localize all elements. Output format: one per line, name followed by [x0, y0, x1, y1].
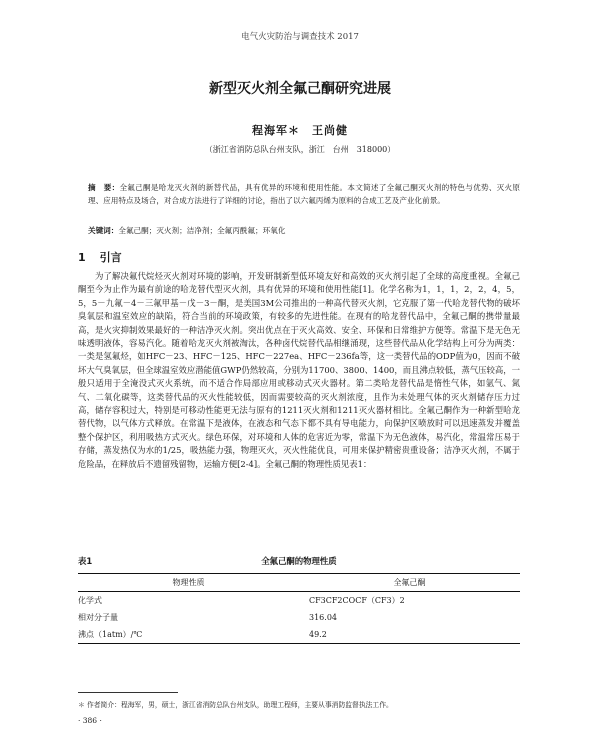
table-caption: [78, 555, 520, 567]
running-head: 电气火灾防治与调查技术 2017: [241, 32, 359, 42]
keywords-text: 全氟己酮；灭火剂；洁净剂；全氟丙酰氟；环氧化: [118, 226, 286, 235]
section-number: 1: [78, 251, 86, 264]
table-cell: 相对分子量: [78, 613, 118, 622]
table-number: 表1: [78, 556, 93, 566]
authors: 程海军＊ 王尚健: [252, 124, 348, 137]
keywords: [88, 225, 520, 236]
table-cell: 316.04: [309, 613, 337, 622]
table-row: [78, 609, 520, 626]
section-title: 引言: [99, 251, 122, 264]
table-title: 全氟己酮的物理性质: [261, 556, 337, 566]
abstract-label: 摘 要：: [88, 183, 120, 192]
page-number: · 386 ·: [78, 716, 102, 725]
abstract: [88, 181, 520, 207]
table-header-compound: 全氟己酮: [299, 574, 520, 592]
table-row: [78, 592, 520, 610]
affiliation: （浙江省消防总队台州支队，浙江 台州 318000）: [204, 145, 396, 154]
table-row: [78, 626, 520, 644]
footnote: ＊ 作者简介：程海军，男，硕士，浙江省消防总队台州支队，助理工程师，主要从事消防监督执法工作。: [78, 701, 393, 709]
table-cell: CF3CF2COCF（CF3）2: [309, 596, 405, 605]
table-cell: 49.2: [299, 626, 520, 644]
table-cell: 化学式: [78, 596, 102, 605]
section-heading: [78, 249, 122, 265]
properties-table: [78, 573, 520, 644]
paragraph: 为了解决氟代烷烃灭火剂对环境的影响，开发研制新型低环境友好和高效的灭火剂引起了全球的高度重视。全氟己酮至今为止作为最有前途的哈龙替代型灭火剂，具有优异的环境和使用性能[1]。化学名称为1，1，1，2，2，4，5，5，5－九氟－4－三氟甲基－戊－3－酮，是美国3M公司推出的一种高代替灭火剂，它克服了第一代哈龙替代物的破坏臭氧层和温室效应的缺陷，符合当前的环境政策，有较多的先进性能。在现有的哈龙替代品中，全氟己酮的携带量最高，是火灾抑制效果最好的一种洁净灭火剂。突出优点在于灭火高效、安全、环保和日常维护方便等。常温下是无色无味透明液体，容易汽化。随着哈龙灭火剂被淘汰，各种卤代烷替代品相继涌现，这些替代品从化学结构上可分为两类：一类是氢氟烃，如HFC－23、HFC－125、HFC－227ea、HFC－236fa等，这一类替代品的ODP值为0，因而不破坏大气臭氧层，但全球温室效应潜能值GWP仍然较高，分别为11700、3800、1400，而且沸点较低，蒸气压较高，一般只适用于全淹没式灭火系统，而不适合作局部应用或移动式灭火器材。第二类哈龙替代品是惰性气体，如氩气、氮气、二氧化碳等，这类替代品的灭火性能较低，因而需要较高的灭火剂浓度，且作为未处理气体的灭火剂储存压力过高，储存容积过大，特别是可移动性能更无法与原有的1211灭火剂和1211灭火器材相比。全氟己酮作为一种新型哈龙替代物，以气体方式释放。在常温下是液体，在液态和气态下都不具有导电能力，向保护区喷放时可以迅速蒸发并覆盖整个保护区，利用吸热方式灭火。绿色环保，对环境和人体的危害近为零，常温下为无色液体，易汽化，常温常压易于存储，蒸发热仅为水的1/25，吸热能力强，物理灭火，灭火性能优良，可用来保护精密贵重设备；洁净灭火剂，不属于危险品，在释放后不遗留残留物，运输方便[2-4]。全氟己酮的物理性质见表1：: [78, 271, 520, 469]
paper-title: 新型灭火剂全氟己酮研究进展: [209, 81, 391, 97]
keywords-label: 关键词：: [88, 226, 119, 235]
footnote-rule: [78, 692, 178, 693]
table-header-property: 物理性质: [78, 574, 299, 592]
abstract-text: 全氟己酮是哈龙灭火剂的新替代品，具有优异的环境和使用性能。本文简述了全氟己酮灭火剂的特色与优势、灭火原理、应用特点及场合，对合成方法进行了详细的讨论，指出了以六氟丙烯为原料的合成工艺及产业化前景。: [88, 183, 520, 205]
body-text: [78, 270, 520, 471]
table-cell: 沸点（1atm）/℃: [78, 626, 299, 644]
